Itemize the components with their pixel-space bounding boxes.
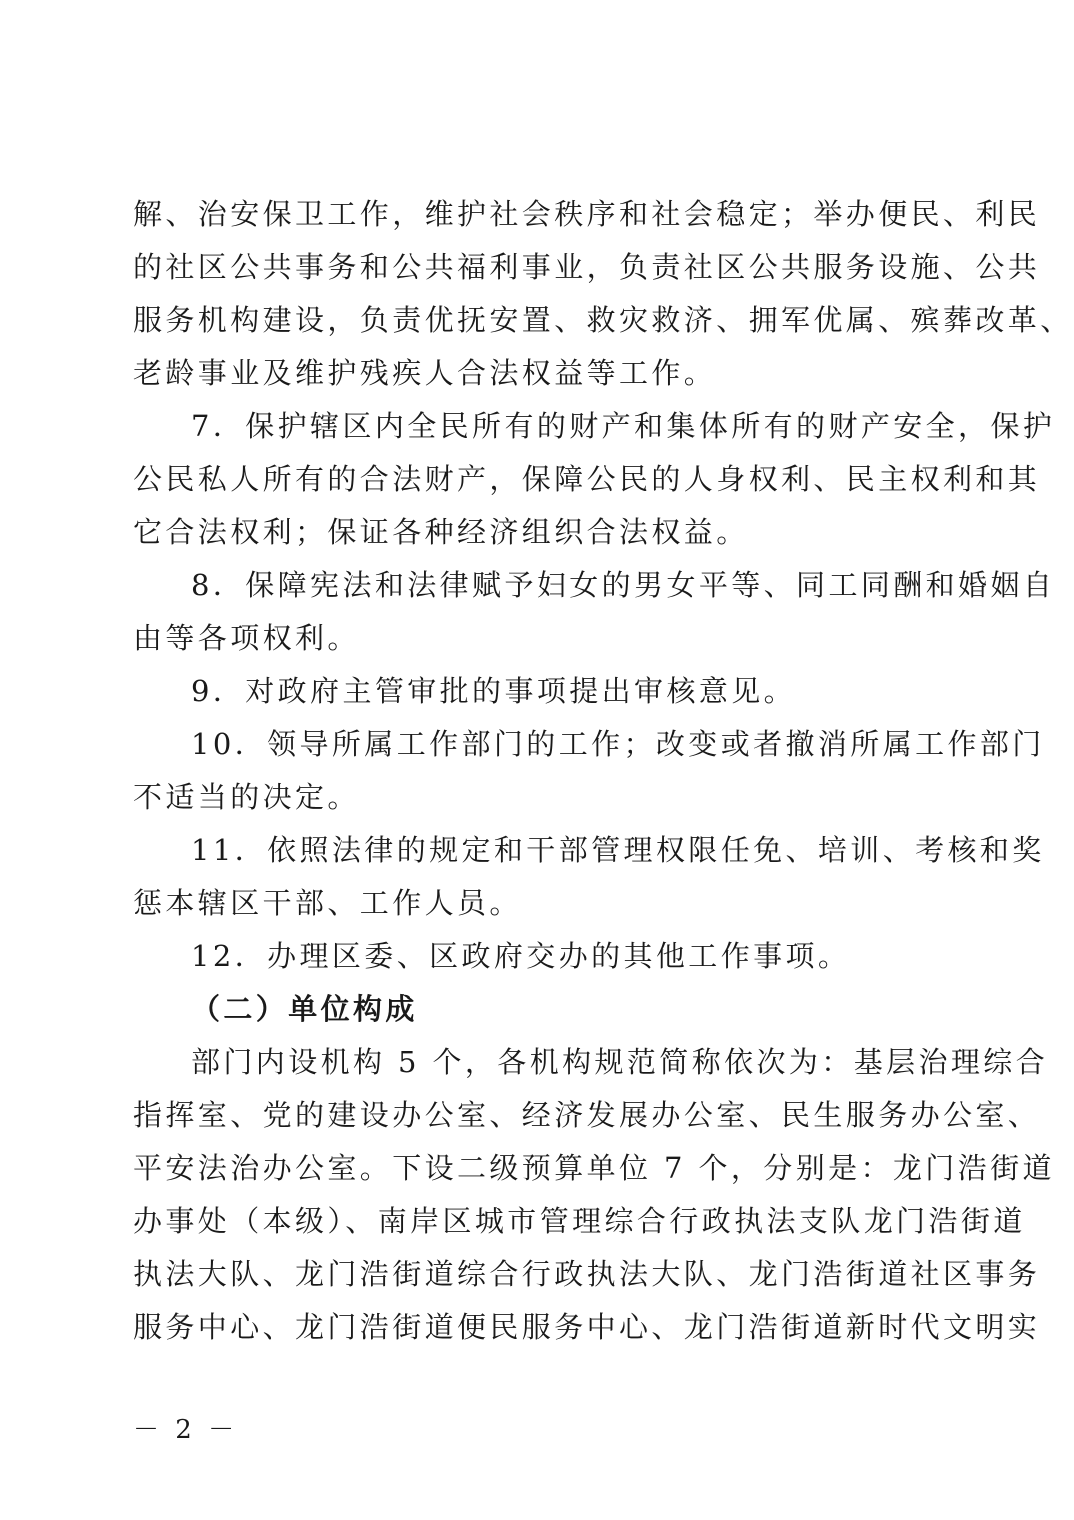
text-line: 惩本辖区干部、工作人员。 — [133, 886, 522, 920]
text-line: 8．保障宪法和法律赋予妇女的男女平等、同工同酬和婚姻自 — [191, 568, 1056, 602]
text-line: 服务机构建设，负责优抚安置、救灾救济、拥军优属、殡葬改革、 — [133, 303, 1073, 337]
text-line: 的社区公共事务和公共福利事业，负责社区公共服务设施、公共 — [133, 250, 1041, 284]
text-line: 指挥室、党的建设办公室、经济发展办公室、民生服务办公室、 — [133, 1098, 1041, 1132]
text-line: 9．对政府主管审批的事项提出审核意见。 — [191, 674, 797, 708]
body-text — [133, 188, 1073, 1354]
text-line: 老龄事业及维护残疾人合法权益等工作。 — [133, 356, 717, 390]
text-line: 不适当的决定。 — [133, 780, 360, 814]
page-number: － 2 － — [133, 1415, 239, 1445]
text-line: 解、治安保卫工作，维护社会秩序和社会稳定；举办便民、利民 — [133, 197, 1041, 231]
text-line: 10．领导所属工作部门的工作；改变或者撤消所属工作部门 — [191, 727, 1045, 761]
text-line: 11．依照法律的规定和干部管理权限任免、培训、考核和奖 — [191, 833, 1045, 867]
text-line: 执法大队、龙门浩街道综合行政执法大队、龙门浩街道社区事务 — [133, 1257, 1041, 1291]
text-line: 部门内设机构 5 个，各机构规范简称依次为：基层治理综合 — [191, 1045, 1049, 1079]
text-line: 12．办理区委、区政府交办的其他工作事项。 — [191, 939, 851, 973]
section-heading: （二）单位构成 — [191, 992, 418, 1026]
text-line: 办事处（本级）、南岸区城市管理综合行政执法支队龙门浩街道 — [133, 1204, 1026, 1238]
text-line: 7．保护辖区内全民所有的财产和集体所有的财产安全，保护 — [191, 409, 1056, 443]
text-line: 公民私人所有的合法财产，保障公民的人身权利、民主权利和其 — [133, 462, 1041, 496]
text-line: 服务中心、龙门浩街道便民服务中心、龙门浩街道新时代文明实 — [133, 1310, 1041, 1344]
text-line: 由等各项权利。 — [133, 621, 360, 655]
text-line: 它合法权利；保证各种经济组织合法权益。 — [133, 515, 749, 549]
text-line: 平安法治办公室。下设二级预算单位 7 个，分别是：龙门浩街道 — [133, 1151, 1055, 1185]
